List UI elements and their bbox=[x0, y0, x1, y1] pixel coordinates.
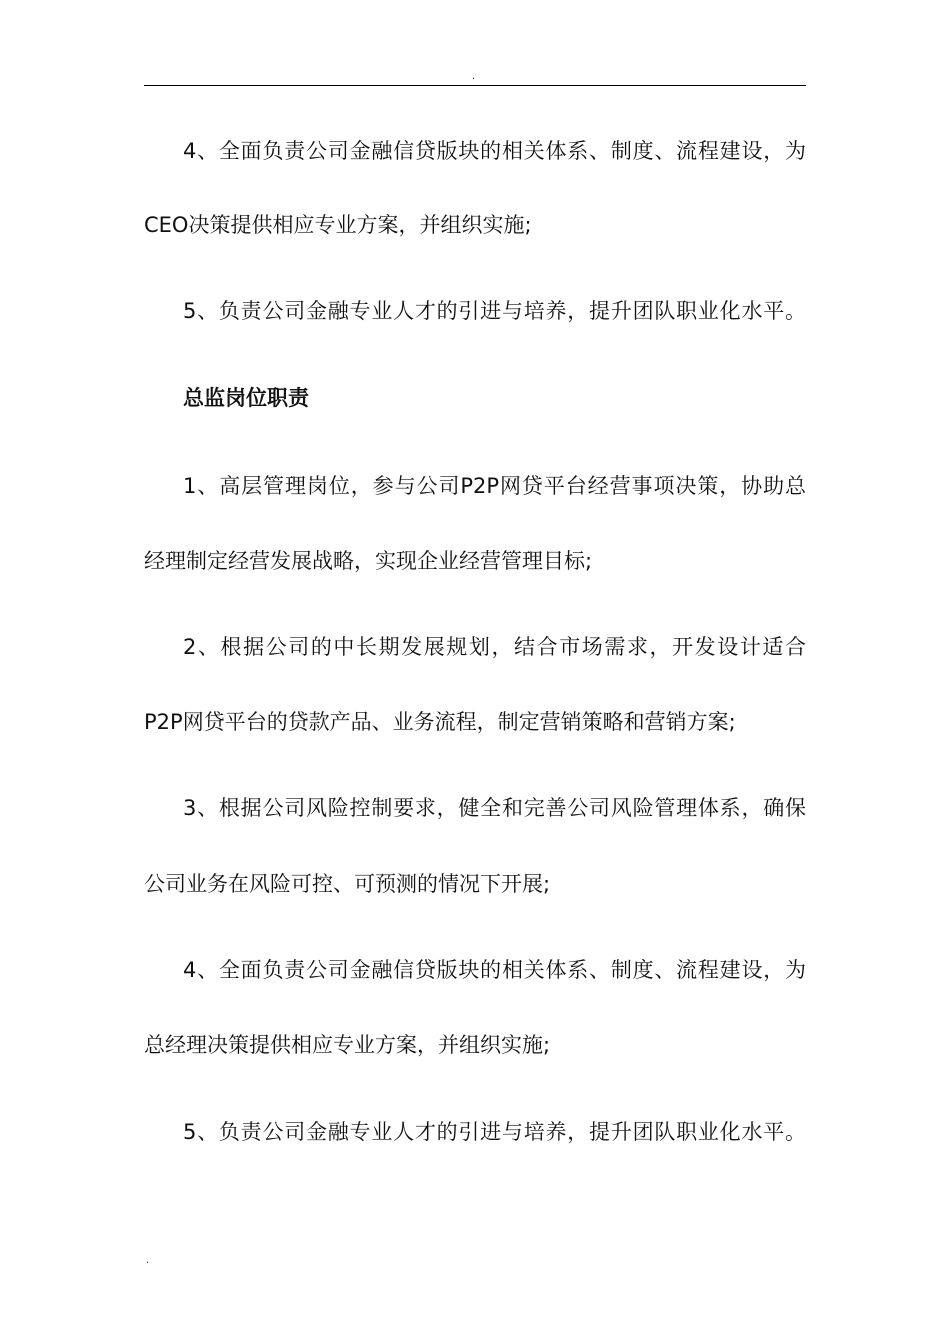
item-2-line-2: P2P网贷平台的贷款产品、业务流程，制定营销策略和营销方案; bbox=[144, 710, 736, 734]
item-5-line-1: 5、负责公司金融专业人才的引进与培养，提升团队职业化水平。 bbox=[183, 1120, 806, 1144]
item-1-line-1: 1、高层管理岗位，参与公司P2P网贷平台经营事项决策，协助总 bbox=[183, 474, 806, 498]
header-mark: . bbox=[472, 71, 476, 82]
item-3-line-2: 公司业务在风险可控、可预测的情况下开展; bbox=[144, 872, 551, 896]
item-3-line-1: 3、根据公司风险控制要求，健全和完善公司风险管理体系，确保 bbox=[183, 796, 806, 820]
paragraph-4-line-2: CEO决策提供相应专业方案，并组织实施; bbox=[144, 213, 532, 237]
section-heading: 总监岗位职责 bbox=[183, 386, 309, 410]
paragraph-5-line-1: 5、负责公司金融专业人才的引进与培养，提升团队职业化水平。 bbox=[183, 299, 806, 323]
paragraph-4-line-1: 4、全面负责公司金融信贷版块的相关体系、制度、流程建设，为 bbox=[183, 139, 806, 163]
item-4-line-1: 4、全面负责公司金融信贷版块的相关体系、制度、流程建设，为 bbox=[183, 958, 806, 982]
item-2-line-1: 2、根据公司的中长期发展规划，结合市场需求，开发设计适合 bbox=[183, 635, 806, 659]
item-4-line-2: 总经理决策提供相应专业方案，并组织实施; bbox=[144, 1033, 551, 1057]
header-rule bbox=[144, 85, 806, 86]
footer-mark: . bbox=[146, 1255, 150, 1266]
item-1-line-2: 经理制定经营发展战略，实现企业经营管理目标; bbox=[144, 549, 593, 573]
